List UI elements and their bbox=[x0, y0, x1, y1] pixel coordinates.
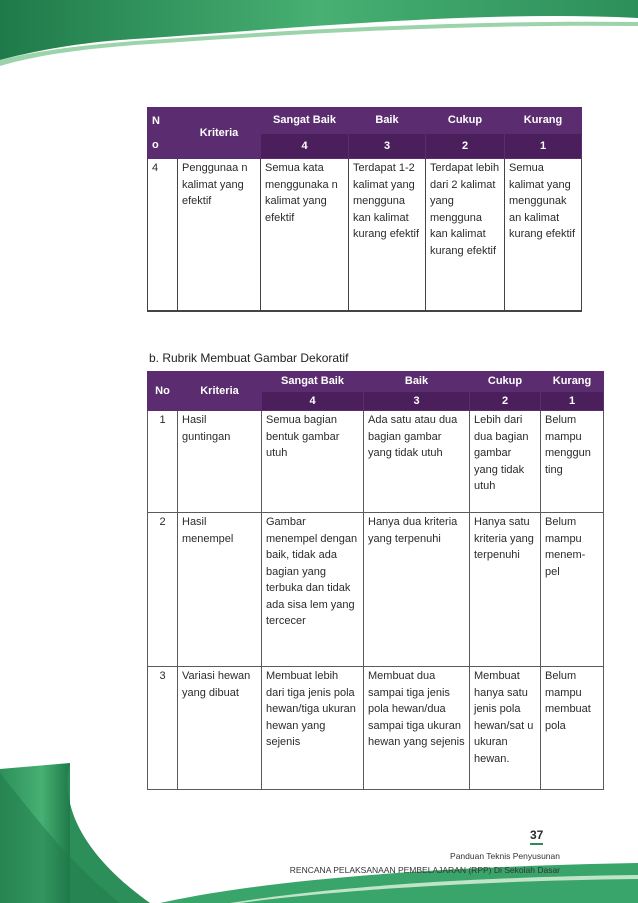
table-row bbox=[148, 411, 604, 513]
score-2: 2 bbox=[426, 133, 505, 159]
cell-no: 1 bbox=[148, 411, 178, 513]
score-3: 3 bbox=[349, 133, 426, 159]
cell-sangat-baik: Gambar menempel dengan baik, tidak ada bagian yang terbuka dan tidak ada sisa lem yang tercecer bbox=[262, 513, 364, 667]
cell-no: 2 bbox=[148, 513, 178, 667]
header-kriteria: Kriteria bbox=[178, 108, 261, 159]
cell-kurang: Belum mampu menggun ting bbox=[541, 411, 604, 513]
cell-kriteria: Hasil guntingan bbox=[178, 411, 262, 513]
score-4: 4 bbox=[261, 133, 349, 159]
header-baik: Baik bbox=[364, 372, 470, 392]
header-cukup: Cukup bbox=[470, 372, 541, 392]
footer-subtitle: RENCANA PELAKSANAAN PEMBELAJARAN (RPP) Di Sekolah Dasar bbox=[289, 865, 560, 875]
cell-baik: Ada satu atau dua bagian gambar yang tidak utuh bbox=[364, 411, 470, 513]
cell-sangat-baik: Semua bagian bentuk gambar utuh bbox=[262, 411, 364, 513]
cell-baik: Membuat dua sampai tiga jenis pola hewan/dua sampai tiga ukuran hewan yang sejenis bbox=[364, 667, 470, 790]
table-row bbox=[148, 159, 582, 311]
table-row bbox=[148, 513, 604, 667]
header-sangat-baik: Sangat Baik bbox=[261, 108, 349, 134]
header-sangat-baik: Sangat Baik bbox=[262, 372, 364, 392]
rubric-table-2 bbox=[147, 371, 604, 790]
cell-kurang: Belum mampu menem-pel bbox=[541, 513, 604, 667]
score-1: 1 bbox=[505, 133, 582, 159]
footer-title: Panduan Teknis Penyusunan bbox=[450, 851, 560, 861]
score-1: 1 bbox=[541, 391, 604, 411]
cell-kriteria: Penggunaa n kalimat yang efektif bbox=[178, 159, 261, 311]
header-kurang: Kurang bbox=[541, 372, 604, 392]
score-2: 2 bbox=[470, 391, 541, 411]
top-decorative-band bbox=[0, 0, 638, 70]
cell-baik: Terdapat 1-2 kalimat yang mengguna kan kalimat kurang efektif bbox=[349, 159, 426, 311]
cell-cukup: Membuat hanya satu jenis pola hewan/sat u ukuran hewan. bbox=[470, 667, 541, 790]
cell-baik: Hanya dua kriteria yang terpenuhi bbox=[364, 513, 470, 667]
cell-kurang: Belum mampu membuat pola bbox=[541, 667, 604, 790]
cell-cukup: Terdapat lebih dari 2 kalimat yang mengguna kan kalimat kurang efektif bbox=[426, 159, 505, 311]
cell-kriteria: Hasil menempel bbox=[178, 513, 262, 667]
page-number: 37 bbox=[530, 828, 543, 845]
header-no: N o bbox=[148, 108, 178, 159]
cell-no: 3 bbox=[148, 667, 178, 790]
section-caption: b. Rubrik Membuat Gambar Dekoratif bbox=[149, 351, 349, 365]
header-baik: Baik bbox=[349, 108, 426, 134]
cell-sangat-baik: Membuat lebih dari tiga jenis pola hewan/tiga ukuran hewan yang sejenis bbox=[262, 667, 364, 790]
header-kurang: Kurang bbox=[505, 108, 582, 134]
header-no: No bbox=[148, 372, 178, 411]
header-kriteria: Kriteria bbox=[178, 372, 262, 411]
score-4: 4 bbox=[262, 391, 364, 411]
cell-cukup: Hanya satu kriteria yang terpenuhi bbox=[470, 513, 541, 667]
header-cukup: Cukup bbox=[426, 108, 505, 134]
cell-kurang: Semua kalimat yang menggunak an kalimat kurang efektif bbox=[505, 159, 582, 311]
rubric-table-1 bbox=[147, 107, 582, 312]
cell-cukup: Lebih dari dua bagian gambar yang tidak utuh bbox=[470, 411, 541, 513]
cell-no: 4 bbox=[148, 159, 178, 311]
score-3: 3 bbox=[364, 391, 470, 411]
cell-sangat-baik: Semua kata menggunaka n kalimat yang efektif bbox=[261, 159, 349, 311]
cell-kriteria: Variasi hewan yang dibuat bbox=[178, 667, 262, 790]
